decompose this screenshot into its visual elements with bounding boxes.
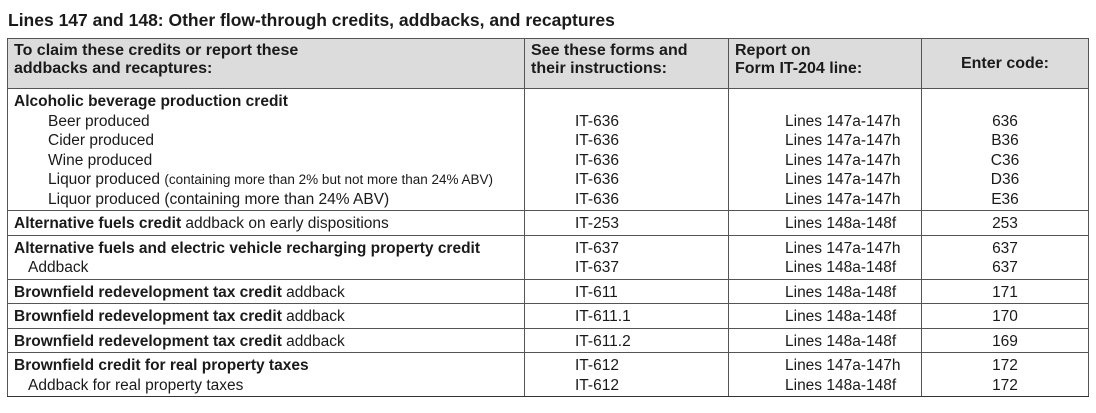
table-row — [8, 304, 1089, 329]
code-cell: 253 — [922, 211, 1089, 236]
code-cell: B36 — [922, 131, 1089, 151]
table-row — [8, 258, 1089, 279]
credit-subitem: Addback for real property taxes — [28, 376, 244, 394]
report-line-cell: Lines 148a-148f — [729, 376, 922, 397]
report-line-cell: Lines 147a-147h — [729, 170, 922, 190]
credit-name-cell — [8, 151, 525, 171]
form-cell: IT-636 — [525, 112, 729, 132]
report-line-cell: Lines 148a-148f — [729, 258, 922, 279]
code-cell: E36 — [922, 190, 1089, 211]
form-cell: IT-611.1 — [525, 304, 729, 329]
credit-subitem: Wine produced — [48, 151, 153, 169]
header-report-line: Report on Form IT-204 line: — [729, 39, 922, 89]
credit-name-cell — [8, 89, 525, 112]
header-credits: To claim these credits or report these addbacks and recaptures: — [8, 39, 525, 89]
credit-name-cell — [8, 131, 525, 151]
credit-subitem: Liquor produced — [48, 171, 165, 188]
credit-name-rest: addback — [281, 283, 345, 301]
credit-name-bold: Brownfield redevelopment tax credit — [14, 308, 282, 325]
credit-codes-table — [7, 38, 1089, 397]
form-cell: IT-253 — [525, 211, 729, 236]
code-cell: 171 — [922, 279, 1089, 304]
code-cell: 636 — [922, 112, 1089, 132]
credit-name-cell — [8, 190, 525, 211]
table-row — [8, 170, 1089, 190]
credit-name-cell — [8, 258, 525, 279]
form-cell — [525, 89, 729, 112]
report-line-cell: Lines 148a-148f — [729, 279, 922, 304]
table-row — [8, 328, 1089, 353]
table-row — [8, 151, 1089, 171]
credit-subitem: Beer produced — [48, 112, 150, 130]
table-row — [8, 89, 1089, 112]
table-row — [8, 376, 1089, 397]
table-row — [8, 353, 1089, 376]
credit-name-cell — [8, 170, 525, 190]
table-body — [8, 89, 1089, 397]
report-line-cell: Lines 147a-147h — [729, 353, 922, 376]
table-row — [8, 211, 1089, 236]
form-cell: IT-612 — [525, 376, 729, 397]
form-cell: IT-612 — [525, 353, 729, 376]
credit-name-cell — [8, 211, 525, 236]
report-line-cell: Lines 148a-148f — [729, 304, 922, 329]
form-cell: IT-636 — [525, 190, 729, 211]
credit-name-cell — [8, 328, 525, 353]
credit-name-bold: Alcoholic beverage production credit — [14, 93, 288, 110]
credit-name-bold: Alternative fuels credit — [14, 215, 182, 232]
table-header-row — [8, 39, 1089, 89]
page-title: Lines 147 and 148: Other flow-through credits, addbacks, and recaptures — [8, 10, 615, 30]
form-cell: IT-636 — [525, 131, 729, 151]
report-line-cell: Lines 147a-147h — [729, 151, 922, 171]
credit-subitem: Addback — [28, 259, 89, 276]
credit-subitem: Liquor produced (containing more than 24% ABV) — [48, 190, 390, 208]
report-line-cell: Lines 148a-148f — [729, 328, 922, 353]
report-line-cell — [729, 89, 922, 112]
credit-name-cell — [8, 304, 525, 329]
code-cell: 172 — [922, 376, 1089, 397]
credit-name-bold: Brownfield redevelopment tax credit — [14, 283, 282, 301]
code-cell: 637 — [922, 235, 1089, 258]
code-cell: D36 — [922, 170, 1089, 190]
credit-name-cell — [8, 112, 525, 132]
credit-name-cell — [8, 235, 525, 258]
credit-subitem-note: (containing more than 2% but not more than 24% ABV) — [164, 172, 494, 187]
code-cell: 170 — [922, 304, 1089, 329]
credit-name-cell — [8, 279, 525, 304]
credit-subitem: Cider produced — [48, 132, 154, 149]
header-forms: See these forms and their instructions: — [525, 39, 729, 89]
code-cell: 637 — [922, 258, 1089, 279]
table-row — [8, 131, 1089, 151]
header-enter-code: Enter code: — [922, 39, 1089, 89]
form-cell: IT-611.2 — [525, 328, 729, 353]
form-cell: IT-636 — [525, 170, 729, 190]
report-line-cell: Lines 148a-148f — [729, 211, 922, 236]
report-line-cell: Lines 147a-147h — [729, 235, 922, 258]
report-line-cell: Lines 147a-147h — [729, 131, 922, 151]
table-row — [8, 190, 1089, 211]
credit-name-rest: addback — [281, 308, 345, 325]
table-row — [8, 279, 1089, 304]
table-row — [8, 235, 1089, 258]
code-cell: 172 — [922, 353, 1089, 376]
code-cell: C36 — [922, 151, 1089, 171]
credit-name-bold: Alternative fuels and electric vehicle recharging property credit — [14, 239, 481, 257]
form-cell: IT-636 — [525, 151, 729, 171]
credit-name-rest: addback — [281, 332, 345, 350]
credit-name-bold: Brownfield redevelopment tax credit — [14, 332, 282, 350]
credit-name-rest: addback on early dispositions — [181, 215, 389, 232]
credit-name-cell — [8, 353, 525, 376]
credit-name-cell — [8, 376, 525, 397]
table-row — [8, 112, 1089, 132]
credit-name-bold: Brownfield credit for real property taxes — [14, 357, 309, 374]
report-line-cell: Lines 147a-147h — [729, 190, 922, 211]
form-cell: IT-637 — [525, 258, 729, 279]
code-cell: 169 — [922, 328, 1089, 353]
report-line-cell: Lines 147a-147h — [729, 112, 922, 132]
code-cell — [922, 89, 1089, 112]
form-cell: IT-611 — [525, 279, 729, 304]
form-cell: IT-637 — [525, 235, 729, 258]
